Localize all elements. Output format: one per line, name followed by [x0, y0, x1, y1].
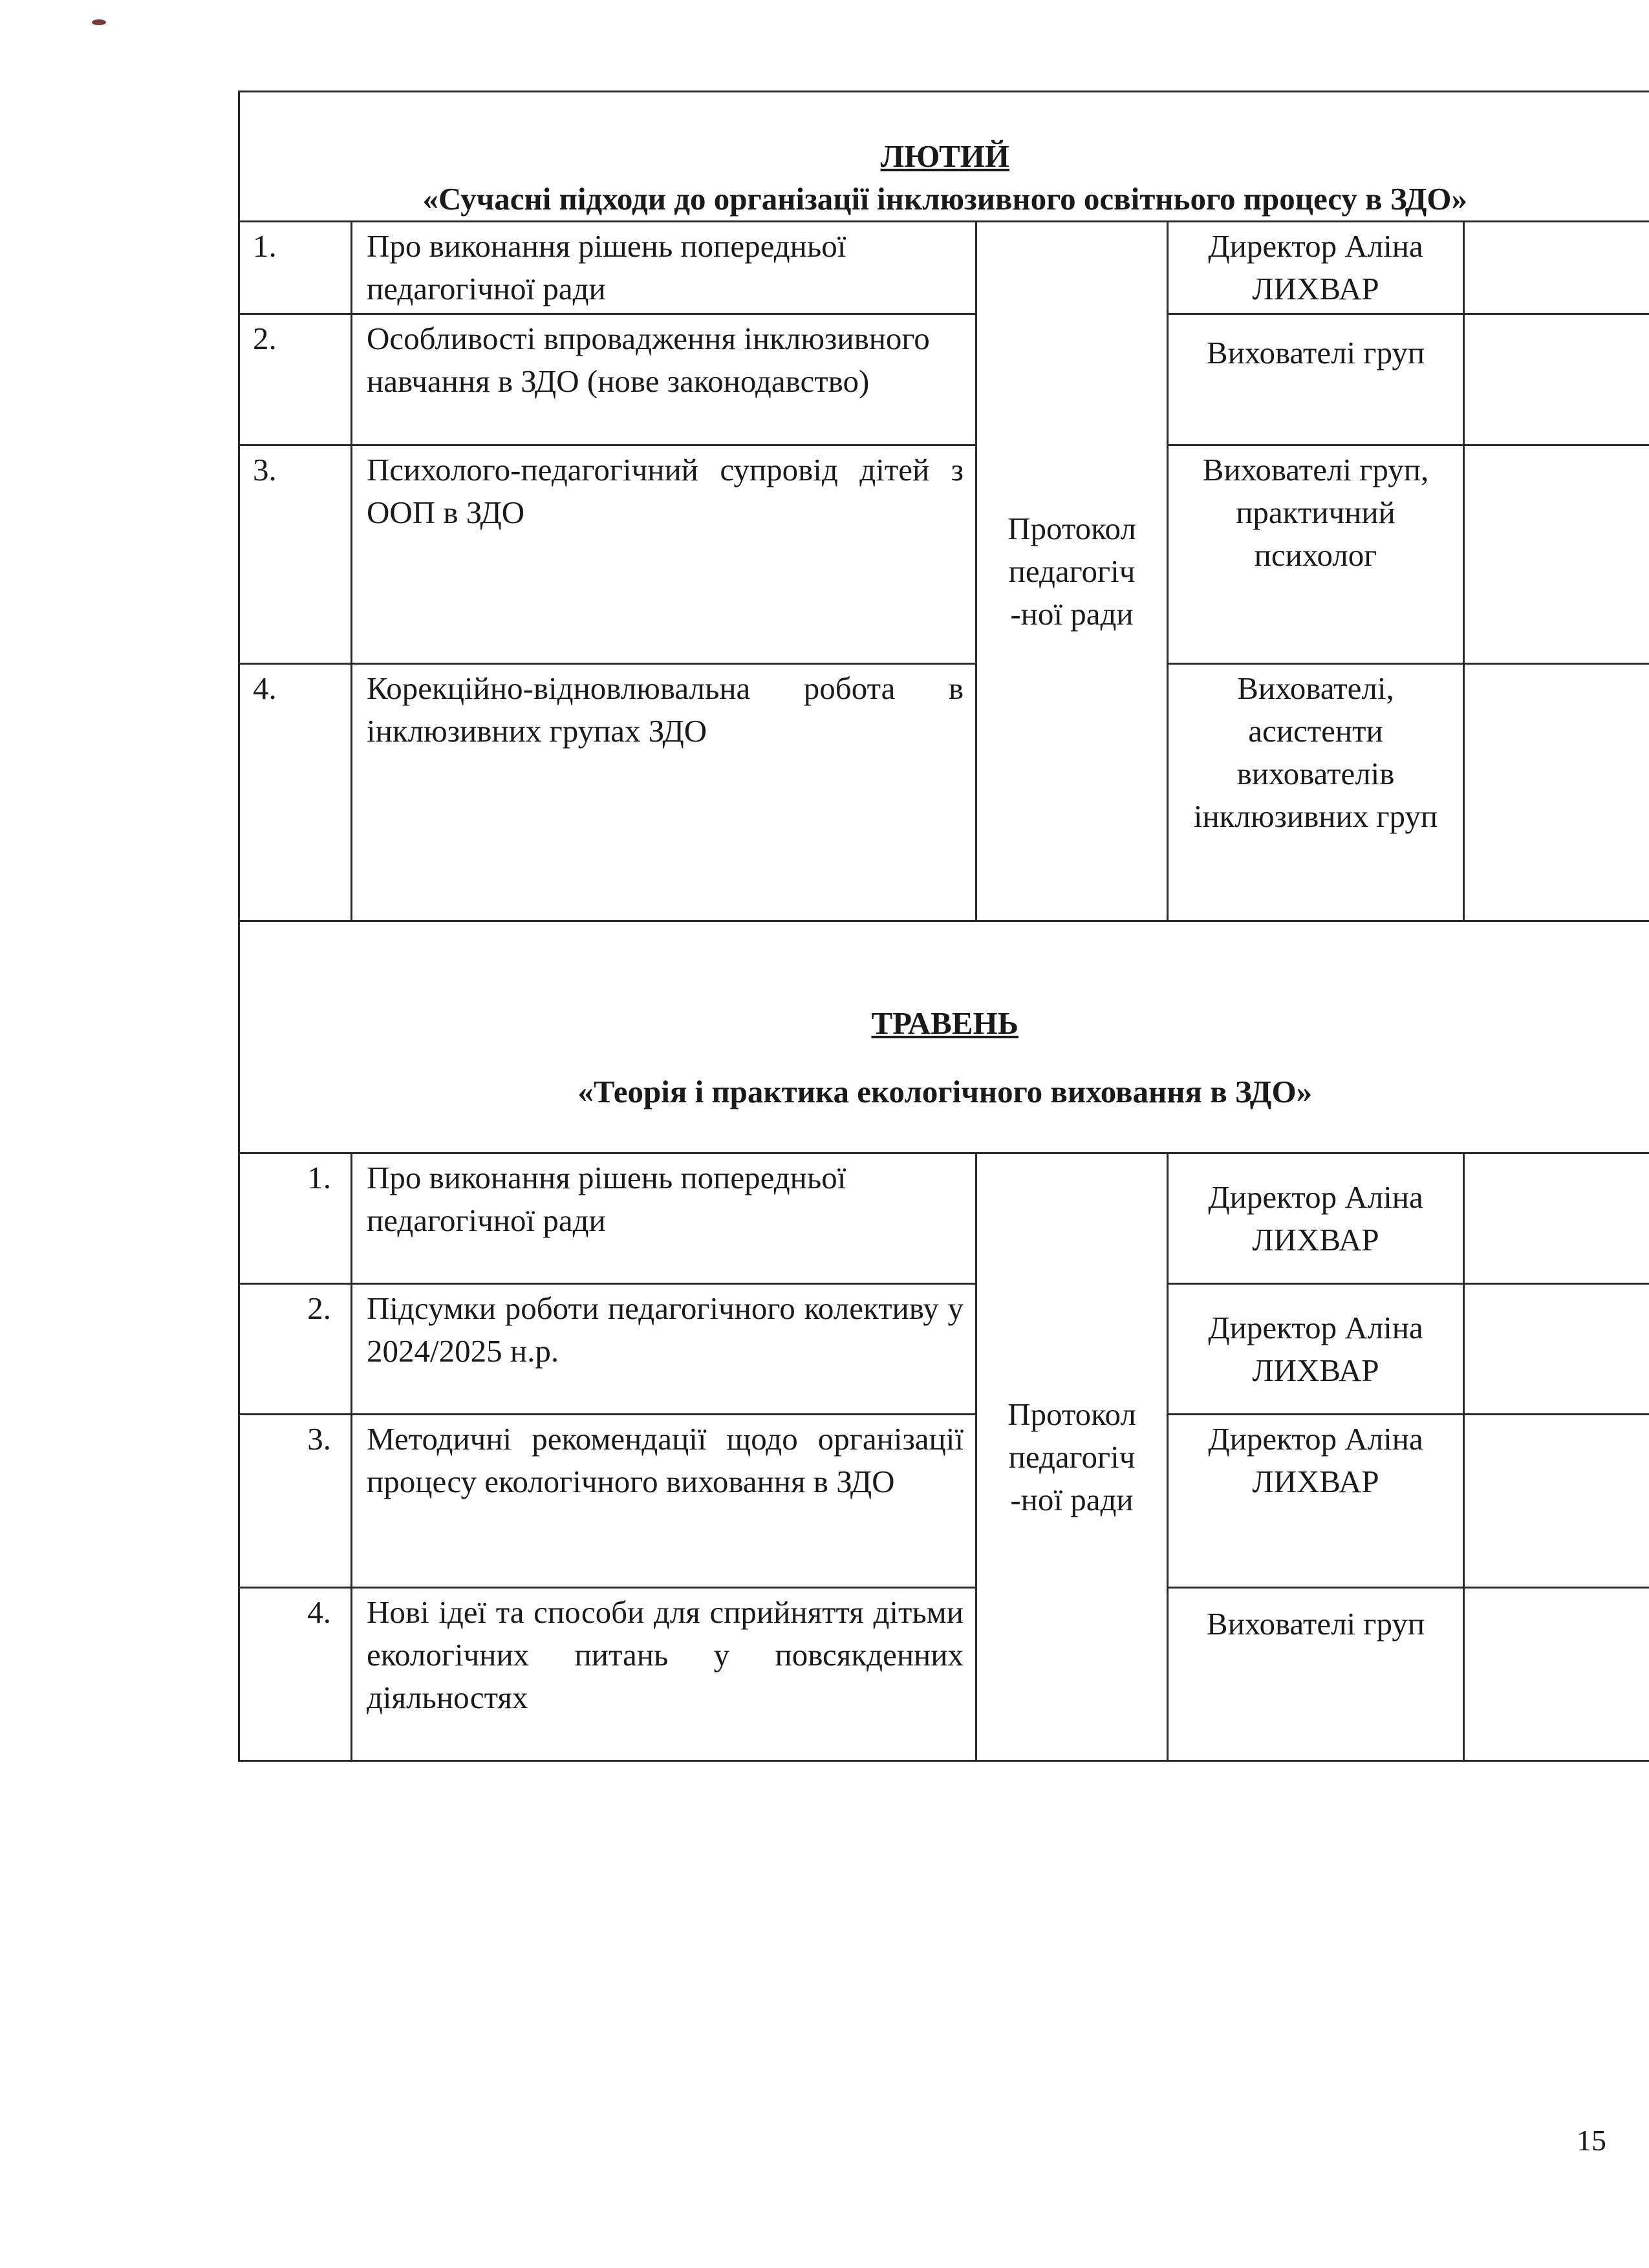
row-note-cell: [1464, 1284, 1649, 1415]
row-topic: Про виконання рішень попередньої педагогічної ради: [352, 222, 976, 314]
page-number: 15: [1577, 2124, 1606, 2157]
scan-speck: [92, 19, 106, 25]
table-row: [239, 314, 1649, 445]
row-topic: Підсумки роботи педагогічного колективу у 2024/2025 н.р.: [352, 1284, 976, 1415]
table-row: [239, 1284, 1649, 1415]
row-topic: Корекційно-відновлювальна робота в інклюзивних групах ЗДО: [352, 664, 976, 921]
row-form: Протокол педагогіч -ної ради: [976, 1153, 1168, 1761]
section-header-february: [239, 92, 1649, 222]
row-topic: Про виконання рішень попередньої педагогічної ради: [352, 1153, 976, 1284]
row-form: Протокол педагогіч -ної ради: [976, 222, 1168, 921]
row-note-cell: [1464, 664, 1649, 921]
row-responsible: Вихователі, асистенти вихователів інклюзивних груп: [1168, 664, 1464, 921]
pedagogical-council-plan-table: [238, 91, 1649, 1762]
row-responsible: Директор Аліна ЛИХВАР: [1168, 222, 1464, 314]
row-topic: Нові ідеї та способи для сприйняття дітьми екологічних питань у повсякденних діяльностях: [352, 1588, 976, 1761]
row-number: 3.: [239, 1415, 352, 1588]
row-number: 2.: [239, 314, 352, 445]
row-topic: Особливості впровадження інклюзивного навчання в ЗДО (нове законодавство): [352, 314, 976, 445]
table-row: [239, 1153, 1649, 1284]
row-note-cell: [1464, 222, 1649, 314]
row-note-cell: [1464, 1153, 1649, 1284]
table-row: [239, 445, 1649, 664]
section-month: ТРАВЕНЬ: [871, 1005, 1019, 1041]
row-responsible: Директор Аліна ЛИХВАР: [1168, 1284, 1464, 1415]
table-row: [239, 222, 1649, 314]
section-header-may: [239, 921, 1649, 1153]
table-row: [239, 1415, 1649, 1588]
row-responsible: Директор Аліна ЛИХВАР: [1168, 1415, 1464, 1588]
row-topic: Психолого-педагогічний супровід дітей з ООП в ЗДО: [352, 445, 976, 664]
row-number: 4.: [239, 664, 352, 921]
section-month: ЛЮТИЙ: [880, 138, 1009, 174]
section-theme: «Сучасні підходи до організації інклюзивного освітнього процесу в ЗДО»: [422, 181, 1468, 217]
row-note-cell: [1464, 314, 1649, 445]
row-responsible: Вихователі груп: [1168, 1588, 1464, 1761]
row-topic: Методичні рекомендації щодо організації процесу екологічного виховання в ЗДО: [352, 1415, 976, 1588]
row-note-cell: [1464, 445, 1649, 664]
row-number: 3.: [239, 445, 352, 664]
table-row: [239, 664, 1649, 921]
row-responsible: Вихователі груп: [1168, 314, 1464, 445]
row-responsible: Вихователі груп, практичний психолог: [1168, 445, 1464, 664]
row-number: 1.: [239, 222, 352, 314]
row-note-cell: [1464, 1415, 1649, 1588]
row-number: 1.: [239, 1153, 352, 1284]
row-number: 4.: [239, 1588, 352, 1761]
row-note-cell: [1464, 1588, 1649, 1761]
section-theme: «Теорія і практика екологічного виховання в ЗДО»: [577, 1074, 1313, 1109]
row-number: 2.: [239, 1284, 352, 1415]
table-row: [239, 1588, 1649, 1761]
row-responsible: Директор Аліна ЛИХВАР: [1168, 1153, 1464, 1284]
